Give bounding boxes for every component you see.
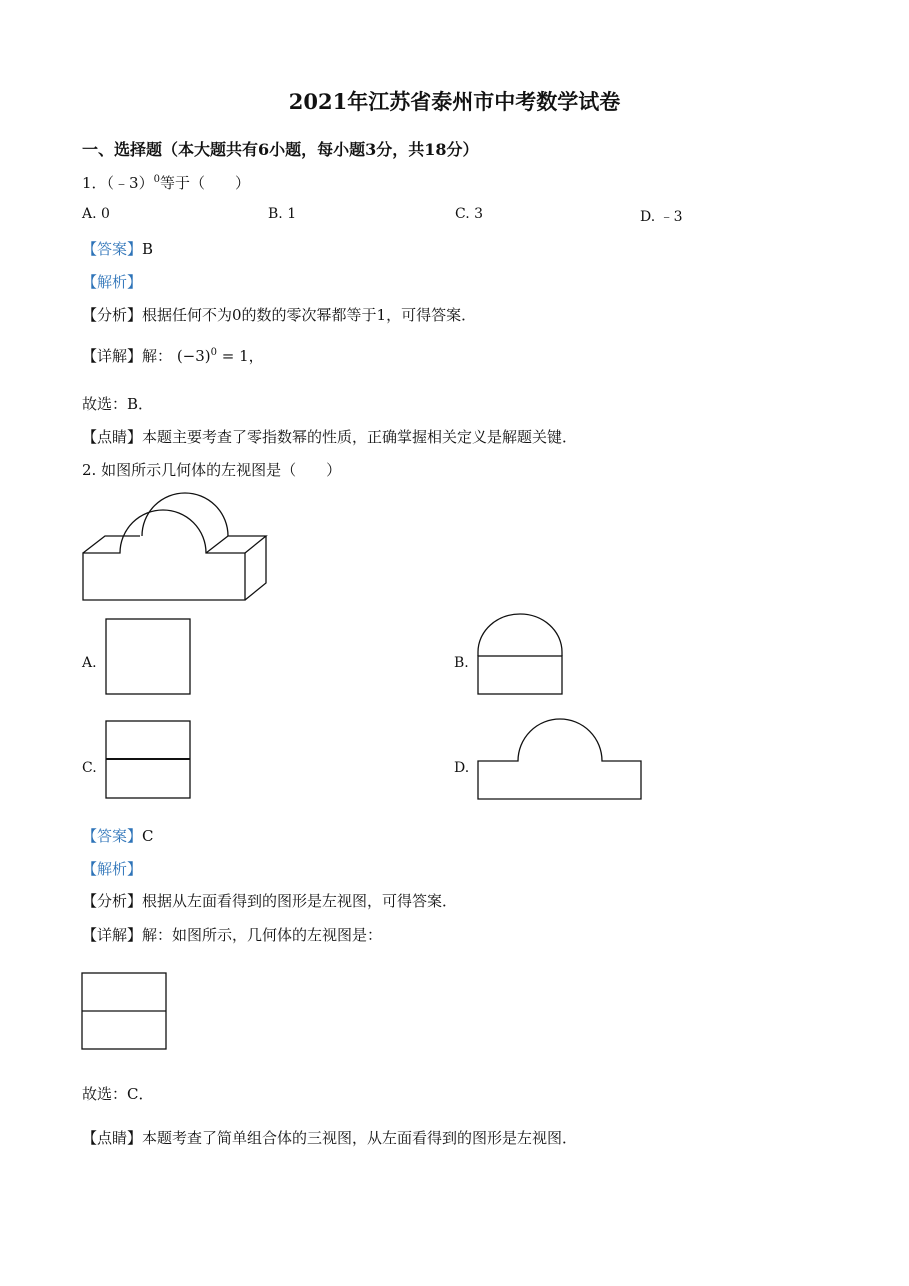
q1-answer-tag: 【答案】 xyxy=(82,240,143,258)
q1-answer: B xyxy=(142,240,154,258)
solid-top-left xyxy=(83,536,140,553)
q1-xiangjie-tag: 【详解】 xyxy=(82,347,143,365)
q1-stem-post: 等于（ ） xyxy=(159,174,250,192)
q2-dianjing-line xyxy=(82,1127,577,1148)
q2-analysis-tag: 【解析】 xyxy=(82,860,143,878)
q2-option-d-figure xyxy=(476,714,646,802)
section-heading: 一、选择题（本大题共有6小题，每小题3分，共18分） xyxy=(82,140,479,159)
q1-option-d: D. ﹣3 xyxy=(640,209,683,225)
q1-stem-pre: 1．（﹣3） xyxy=(82,174,154,192)
q2-xiangjie-line xyxy=(82,924,382,945)
q1-dianjing-line xyxy=(82,426,577,447)
solid-right-side xyxy=(245,536,266,600)
page-title: 2021年江苏省泰州市中考数学试卷 xyxy=(288,89,621,114)
q2-dianjing: 本题考查了简单组合体的三视图，从左面看得到的图形是左视图． xyxy=(142,1129,578,1147)
q2-answer-tag: 【答案】 xyxy=(82,827,143,845)
q1-analysis-tag: 【解析】 xyxy=(82,273,143,291)
q2-option-b-figure xyxy=(476,612,566,698)
q2-option-a-label: A. xyxy=(82,655,97,671)
q2-option-a-figure xyxy=(104,617,194,697)
q2-option-d-label: D. xyxy=(454,760,470,776)
q1-fenxi-tag: 【分析】 xyxy=(82,306,143,324)
q1-stem-exponent: 0 xyxy=(153,174,160,185)
solid-back-arch xyxy=(142,493,228,536)
q2-option-b-label: B. xyxy=(454,655,469,671)
q2-solid-figure xyxy=(78,490,278,605)
q2-xiangjie-tag: 【详解】 xyxy=(82,926,143,944)
q1-option-b: B. 1 xyxy=(268,206,297,222)
q2-fenxi: 根据从左面看得到的图形是左视图，可得答案． xyxy=(142,892,458,910)
q2-answer-line xyxy=(82,825,154,846)
q1-dianjing: 本题主要考查了零指数幂的性质，正确掌握相关定义是解题关键． xyxy=(142,428,578,446)
q1-math xyxy=(177,347,264,365)
q2-fenxi-tag: 【分析】 xyxy=(82,892,143,910)
q1-option-c: C. 3 xyxy=(455,206,484,222)
q2-solution-figure xyxy=(80,971,170,1053)
q1-conclusion: 故选：B． xyxy=(82,395,154,413)
q1-math-exponent: 0 xyxy=(210,347,218,358)
q2-answer: C xyxy=(142,827,154,845)
q1-xiangjie-line xyxy=(82,345,264,366)
q1-math-rhs: = 1， xyxy=(221,347,264,365)
q1-math-base: (−3) xyxy=(176,347,211,365)
q2-conclusion: 故选：C． xyxy=(82,1085,154,1103)
q1-answer-line xyxy=(82,238,153,259)
q1-stem xyxy=(82,172,250,193)
solid-front-face xyxy=(83,510,245,600)
solid-top-right xyxy=(206,536,266,553)
q1-xiangjie-pre: 解： xyxy=(142,347,173,365)
q2-stem: 2. 如图所示几何体的左视图是（ ） xyxy=(82,461,342,479)
q2-fenxi-line xyxy=(82,890,457,911)
q1-dianjing-tag: 【点睛】 xyxy=(82,428,143,446)
q1-fenxi: 根据任何不为0的数的零次幂都等于1，可得答案． xyxy=(142,306,477,324)
q2-xiangjie: 解：如图所示，几何体的左视图是： xyxy=(142,926,383,944)
q2-dianjing-tag: 【点睛】 xyxy=(82,1129,143,1147)
q2-option-c-figure xyxy=(104,719,194,801)
q1-option-a: A. 0 xyxy=(82,206,110,222)
q1-fenxi-line xyxy=(82,304,476,325)
q2-option-c-label: C. xyxy=(82,760,97,776)
